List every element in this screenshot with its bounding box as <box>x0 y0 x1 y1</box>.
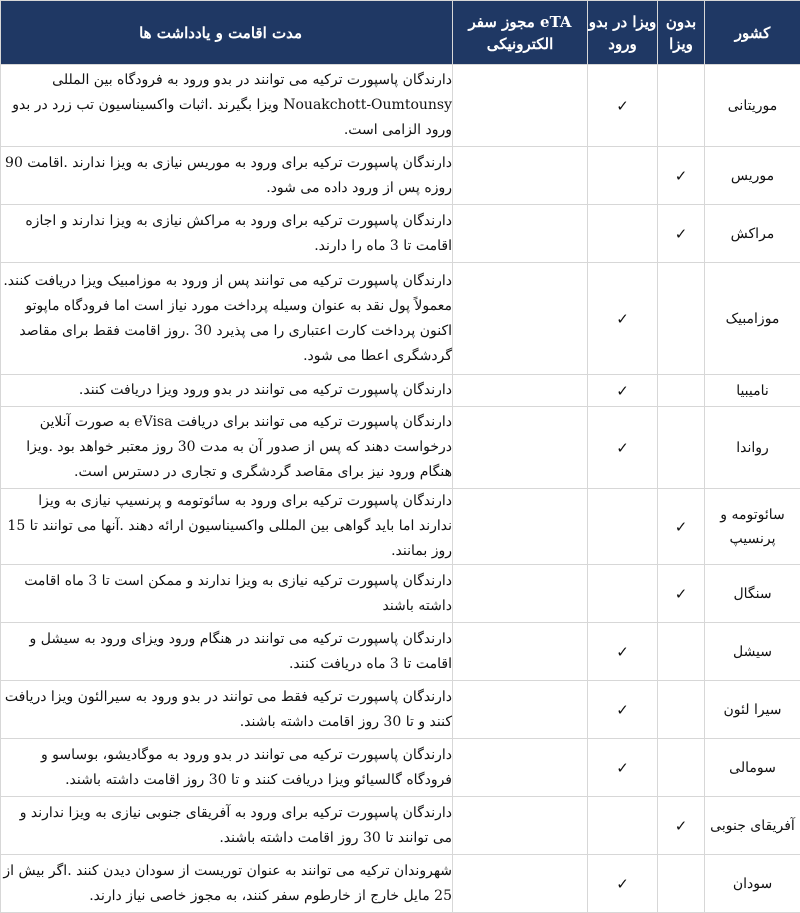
eta-cell <box>453 565 588 623</box>
table-row <box>1 263 800 375</box>
visa-on-arrival-cell <box>588 739 658 797</box>
table-row <box>1 623 800 681</box>
notes-cell: دارندگان پاسپورت ترکیه فقط می توانند در بدو ورود به سیرالئون ویزا دریافت کنند و تا 30 روز اقامت داشته باشند. <box>1 681 453 739</box>
notes-cell: دارندگان پاسپورت ترکیه می توانند برای دریافت eVisa به صورت آنلاین درخواست دهند که پس از صدور آن به مدت 30 روز معتبر خواهد بود .ویزا هنگام ورود نیز برای مقاصد گردشگری و تجاری در دسترس است. <box>1 407 453 489</box>
check-icon: ✓ <box>616 310 629 328</box>
check-icon: ✓ <box>675 225 688 243</box>
header-visa-on-arrival: ویزا در بدو ورود <box>588 1 658 65</box>
visa-on-arrival-cell <box>588 65 658 147</box>
eta-cell <box>453 681 588 739</box>
visa-free-cell <box>658 797 705 855</box>
visa-on-arrival-cell <box>588 489 658 565</box>
table-body <box>1 65 800 913</box>
eta-cell <box>453 855 588 913</box>
notes-cell: دارندگان پاسپورت ترکیه می توانند پس از ورود به موزامبیک ویزا دریافت کنند. معمولاً پول نقد به عنوان وسیله پرداخت مورد نیاز است اما فرودگاه ماپوتو اکنون پرداخت کارت اعتباری را می پذیرد 30 .روز اقامت فقط برای مقاصد گردشگری اعطا می شود. <box>1 263 453 375</box>
visa-on-arrival-cell <box>588 205 658 263</box>
country-cell: سومالی <box>705 739 800 797</box>
header-country: کشور <box>705 1 800 65</box>
visa-on-arrival-cell <box>588 263 658 375</box>
country-cell: موریس <box>705 147 800 205</box>
visa-free-cell <box>658 65 705 147</box>
country-cell: سائوتومه و پرنسیپ <box>705 489 800 565</box>
notes-cell: دارندگان پاسپورت ترکیه می توانند در بدو ورود به فرودگاه بین المللی Nouakchott-Oumtounsy ویزا بگیرند .اثبات واکسیناسیون تب زرد در بدو ورود الزامی است. <box>1 65 453 147</box>
visa-free-cell <box>658 205 705 263</box>
country-cell: نامیبیا <box>705 375 800 407</box>
visa-free-cell <box>658 565 705 623</box>
table-row <box>1 855 800 913</box>
country-cell: موزامبیک <box>705 263 800 375</box>
visa-free-cell <box>658 739 705 797</box>
visa-free-cell <box>658 855 705 913</box>
notes-cell: دارندگان پاسپورت ترکیه برای ورود به سائوتومه و پرنسیپ نیازی به ویزا ندارند اما باید گواهی بین المللی واکسیناسیون ارائه دهند .آنها می توانند تا 15 روز بمانند. <box>1 489 453 565</box>
eta-cell <box>453 407 588 489</box>
check-icon: ✓ <box>675 585 688 603</box>
visa-on-arrival-cell <box>588 407 658 489</box>
visa-on-arrival-cell <box>588 147 658 205</box>
eta-cell <box>453 147 588 205</box>
eta-cell <box>453 205 588 263</box>
notes-cell: شهروندان ترکیه می توانند به عنوان توریست از سودان دیدن کنند .اگر بیش از 25 مایل خارج از خارطوم سفر کنند، به مجوز خاصی نیاز دارند. <box>1 855 453 913</box>
visa-free-cell <box>658 407 705 489</box>
eta-cell <box>453 65 588 147</box>
notes-cell: دارندگان پاسپورت ترکیه می توانند در هنگام ورود ویزای ورود به سیشل و اقامت تا 3 ماه دریافت کنند. <box>1 623 453 681</box>
country-cell: آفریقای جنوبی <box>705 797 800 855</box>
check-icon: ✓ <box>675 817 688 835</box>
eta-cell <box>453 489 588 565</box>
table-header-row <box>1 1 800 65</box>
visa-on-arrival-cell <box>588 565 658 623</box>
country-cell: سنگال <box>705 565 800 623</box>
table-row <box>1 147 800 205</box>
visa-free-cell <box>658 489 705 565</box>
table-row <box>1 739 800 797</box>
notes-cell: دارندگان پاسپورت ترکیه می توانند در بدو ورود ویزا دریافت کنند. <box>1 375 453 407</box>
header-notes: مدت اقامت و یادداشت ها <box>1 1 453 65</box>
table-row <box>1 65 800 147</box>
notes-cell: دارندگان پاسپورت ترکیه می توانند در بدو ورود به موگادیشو، بوساسو و فرودگاه گالسیائو ویزا دریافت کنند و تا 30 روز اقامت داشته باشند. <box>1 739 453 797</box>
country-cell: سیرا لئون <box>705 681 800 739</box>
notes-cell: دارندگان پاسپورت ترکیه برای ورود به مراکش نیازی به ویزا ندارند و اجازه اقامت تا 3 ماه را دارند. <box>1 205 453 263</box>
check-icon: ✓ <box>616 759 629 777</box>
visa-on-arrival-cell <box>588 855 658 913</box>
visa-on-arrival-cell <box>588 623 658 681</box>
table-row <box>1 375 800 407</box>
table-row <box>1 489 800 565</box>
header-eta: eTA مجوز سفر الکترونیکی <box>453 1 588 65</box>
country-cell: سیشل <box>705 623 800 681</box>
eta-cell <box>453 739 588 797</box>
visa-free-cell <box>658 681 705 739</box>
country-cell: رواندا <box>705 407 800 489</box>
country-cell: سودان <box>705 855 800 913</box>
table-row <box>1 797 800 855</box>
check-icon: ✓ <box>616 97 629 115</box>
header-visa-free: بدون ویزا <box>658 1 705 65</box>
country-cell: مراکش <box>705 205 800 263</box>
notes-cell: دارندگان پاسپورت ترکیه نیازی به ویزا ندارند و ممکن است تا 3 ماه اقامت داشته باشند <box>1 565 453 623</box>
table-row <box>1 565 800 623</box>
check-icon: ✓ <box>616 439 629 457</box>
visa-free-cell <box>658 623 705 681</box>
check-icon: ✓ <box>675 167 688 185</box>
country-cell: موریتانی <box>705 65 800 147</box>
eta-cell <box>453 623 588 681</box>
check-icon: ✓ <box>675 518 688 536</box>
table-row <box>1 205 800 263</box>
check-icon: ✓ <box>616 382 629 400</box>
table-row <box>1 407 800 489</box>
notes-cell: دارندگان پاسپورت ترکیه برای ورود به آفریقای جنوبی نیازی به ویزا ندارند و می توانند تا 30 روز اقامت داشته باشند. <box>1 797 453 855</box>
visa-on-arrival-cell <box>588 797 658 855</box>
visa-on-arrival-cell <box>588 681 658 739</box>
eta-cell <box>453 797 588 855</box>
check-icon: ✓ <box>616 875 629 893</box>
visa-free-cell <box>658 375 705 407</box>
visa-free-cell <box>658 263 705 375</box>
visa-free-cell <box>658 147 705 205</box>
eta-cell <box>453 375 588 407</box>
eta-cell <box>453 263 588 375</box>
check-icon: ✓ <box>616 643 629 661</box>
visa-on-arrival-cell <box>588 375 658 407</box>
check-icon: ✓ <box>616 701 629 719</box>
table-row <box>1 681 800 739</box>
notes-cell: دارندگان پاسپورت ترکیه برای ورود به موریس نیازی به ویزا ندارند .اقامت 90 روزه پس از ورود داده می شود. <box>1 147 453 205</box>
